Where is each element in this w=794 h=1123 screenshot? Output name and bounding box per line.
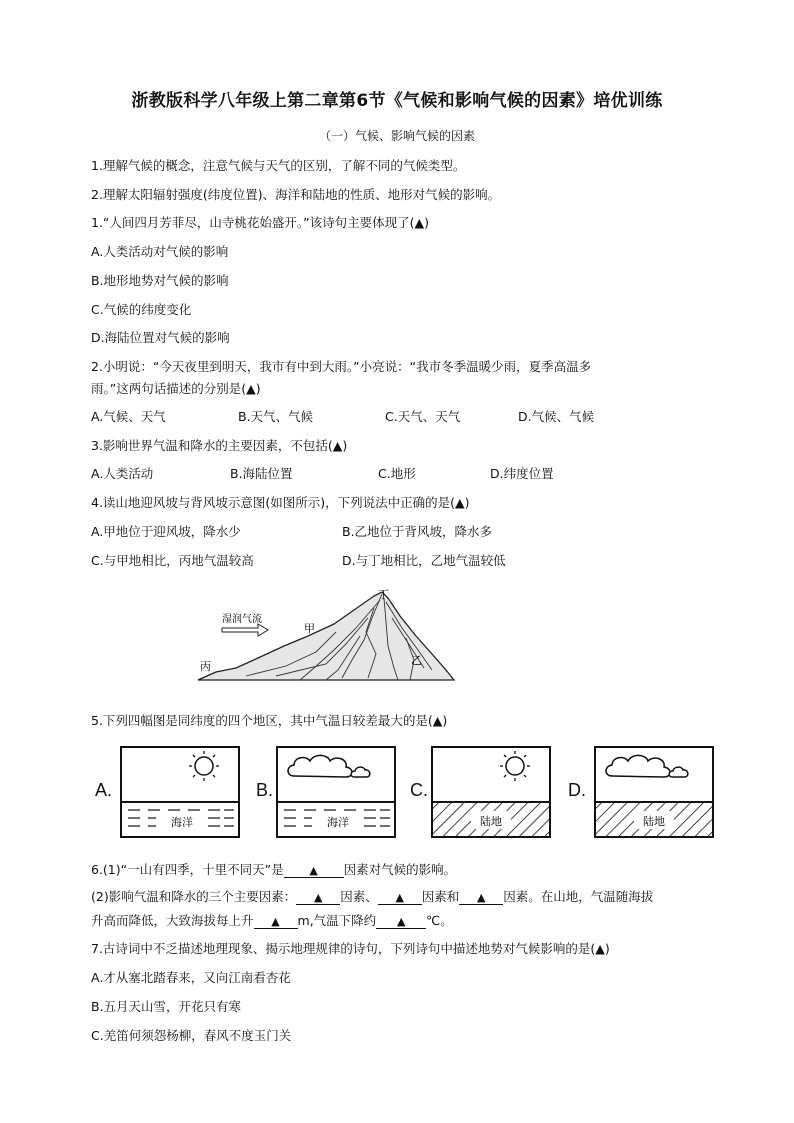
panel-a-letter: A.	[95, 780, 113, 800]
q7-option-b: B.五月天山雪，开花只有寒	[91, 999, 242, 1014]
wind-label: 湿润气流	[222, 614, 262, 625]
label-yi: 乙	[411, 654, 422, 667]
q6-part1	[91, 862, 456, 878]
label-ding: 丁	[378, 588, 389, 601]
panel-b-ground: 海洋	[327, 816, 349, 829]
q7-option-c: C.羌笛何须怨杨柳，春风不度玉门关	[91, 1028, 292, 1043]
q4-option-c: C.与甲地相比，丙地气温较高	[91, 553, 254, 568]
q3-option-b: B.海陆位置	[230, 466, 293, 481]
q5-stem: 5.下列四幅图是同纬度的四个地区，其中气温日较差最大的是(▲)	[91, 713, 448, 728]
q6-part2	[91, 889, 653, 905]
panel-c-letter: C.	[410, 780, 428, 800]
q6-p3-text-a: 升高而降低，大致海拔每上升	[91, 913, 254, 928]
q4-option-a: A.甲地位于迎风坡，降水少	[91, 524, 241, 539]
q6-p3-text-b: m,气温下降约	[297, 913, 377, 928]
q6-blank-4[interactable]: ▲	[459, 891, 503, 905]
panel-c	[431, 746, 551, 838]
q2-stem-line2: 雨。”这两句话描述的分别是(▲)	[91, 381, 261, 396]
page-title: 浙教版科学八年级上第二章第6节《气候和影响气候的因素》培优训练	[131, 91, 663, 111]
q6-blank-5[interactable]: ▲	[254, 915, 298, 929]
q1-option-a: A.人类活动对气候的影响	[91, 244, 229, 259]
panel-c-ground: 陆地	[480, 815, 502, 828]
q2-option-a: A.气候、天气	[91, 409, 166, 424]
q1-option-b: B.地形地势对气候的影响	[91, 273, 229, 288]
q2-option-d: D.气候、气候	[518, 409, 595, 424]
q6-p2-text-b: 因素、	[340, 889, 378, 904]
section-heading: （一）气候、影响气候的因素	[318, 129, 475, 143]
q6-blank-6[interactable]: ▲	[376, 915, 426, 929]
q2-stem-line1: 2.小明说：“今天夜里到明天，我市有中到大雨。”小亮说：“我市冬季温暖少雨，夏季高温多	[91, 359, 592, 374]
q2-option-c: C.天气、天气	[385, 409, 461, 424]
panel-b	[276, 746, 396, 838]
q6-p3-text-c: ℃。	[426, 913, 453, 928]
panel-d-letter: D.	[568, 780, 586, 800]
objective-2: 2.理解太阳辐射强度(纬度位置)、海洋和陆地的性质、地形对气候的影响。	[91, 187, 501, 202]
q4-option-d: D.与丁地相比，乙地气温较低	[342, 553, 506, 568]
label-jia: 甲	[304, 622, 315, 635]
q3-option-d: D.纬度位置	[490, 466, 554, 481]
q1-stem: 1.“人间四月芳菲尽，山寺桃花始盛开。”该诗句主要体现了(▲)	[91, 215, 429, 230]
objective-1: 1.理解气候的概念，注意气候与天气的区别，了解不同的气候类型。	[91, 158, 466, 173]
label-bing: 丙	[200, 660, 211, 673]
q6-p1-text-a: 6.(1)“一山有四季，十里不同天”是	[91, 862, 284, 877]
q6-blank-2[interactable]: ▲	[296, 891, 340, 905]
panel-d	[594, 746, 714, 838]
q2-option-b: B.天气、气候	[238, 409, 314, 424]
q4-stem: 4.读山地迎风坡与背风坡示意图(如图所示)，下列说法中正确的是(▲)	[91, 495, 470, 510]
q1-option-d: D.海陆位置对气候的影响	[91, 330, 230, 345]
q4-option-b: B.乙地位于背风坡，降水多	[342, 524, 493, 539]
q6-blank-3[interactable]: ▲	[378, 891, 422, 905]
q3-option-a: A.人类活动	[91, 466, 154, 481]
wind-arrow-icon	[222, 624, 268, 636]
q3-option-c: C.地形	[378, 466, 416, 481]
panel-a-ground: 海洋	[171, 816, 193, 829]
q6-p2-text-a: (2)影响气温和降水的三个主要因素：	[91, 889, 297, 904]
panel-b-letter: B.	[256, 780, 274, 800]
q1-option-c: C.气候的纬度变化	[91, 302, 192, 317]
q6-p2-text-c: 因素和	[421, 889, 460, 904]
panel-d-ground: 陆地	[643, 815, 665, 828]
q6-p1-text-b: 因素对气候的影响。	[343, 862, 457, 877]
mountain-diagram	[196, 588, 456, 688]
q3-stem: 3.影响世界气温和降水的主要因素，不包括(▲)	[91, 438, 348, 453]
q6-p2-text-d: 因素。在山地，气温随海拔	[503, 889, 654, 904]
q6-blank-1[interactable]: ▲	[284, 864, 344, 878]
q7-option-a: A.才从塞北踏春来，又向江南看杏花	[91, 970, 291, 985]
q6-part3	[91, 913, 453, 929]
q7-stem: 7.古诗词中不乏描述地理现象、揭示地理规律的诗句，下列诗句中描述地势对气候影响的是(▲)	[91, 941, 610, 956]
panel-a	[120, 746, 240, 838]
